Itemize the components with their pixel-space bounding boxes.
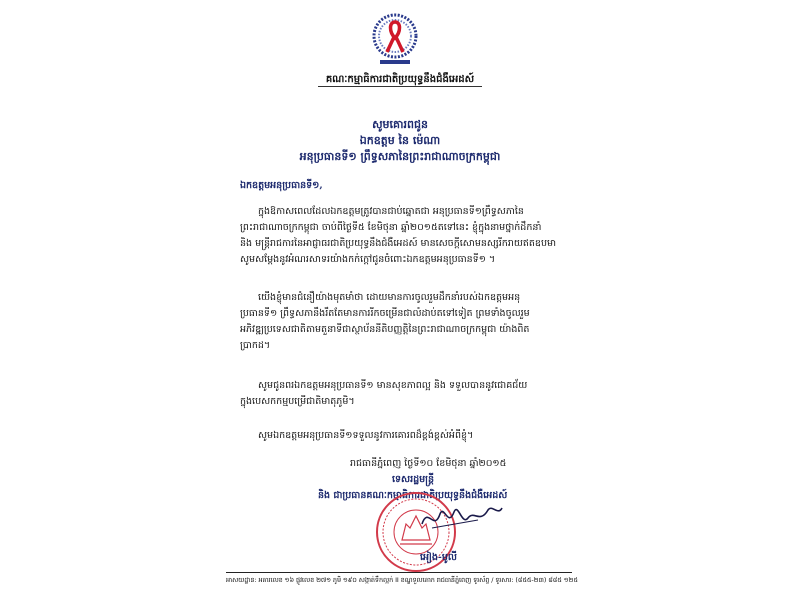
paragraph-3-line: ក្នុងបេសកកម្មបម្រើជាតិមាតុភូមិ។ <box>240 396 355 407</box>
footer-address: អាសយដ្ឋាន: អគារលេខ ១៦ ផ្លូវលេខ ២៧១ ភូមិ ១៩០ សង្កាត់ទឹកល្អក់ II ខណ្ឌទួលគោក រាជធានីភ្នំពេញ ទូរស័ព្ទ / ទូរសារ: (៨៥៥-២៣) ៨៨៥ ១២៥ <box>226 576 578 584</box>
organization-name: គណៈកម្មាធិការជាតិប្រយុទ្ធនឹងជំងឺអេដស៍ <box>325 74 475 85</box>
greeting: ឯកឧត្តមអនុប្រធានទី១, <box>240 180 323 191</box>
paragraph-2-line: ប្រធានទី១ ព្រឹទ្ធសភានឹងរឹតតែមានការរីកចម្រើនជាលំដាប់តទៅទៀត ព្រមទាំងចូលរួម <box>240 308 530 319</box>
paragraph-1-line: ព្រះរាជាណាចក្រកម្ពុជា ចាប់ពីថ្ងៃទី៥ ខែមិថុនា ឆ្នាំ២០១៥តទៅនេះ ខ្ញុំក្នុងនាមថ្នាក់ដឹកនាំ <box>240 222 542 233</box>
footer-divider <box>226 572 572 573</box>
paragraph-2-line: អភិវឌ្ឍប្រទេសជាតិតាមតួនាទីជាស្ថាប័ននីតិបញ្ញត្តិនៃព្រះរាជាណាចក្រកម្ពុជា យ៉ាងពិត <box>240 324 530 335</box>
signer-name: អៀង-មូលី <box>420 552 457 563</box>
salutation-line-2: ឯកឧត្តម នៃ ម៉េណា <box>359 134 441 147</box>
paragraph-2-line: យើងខ្ញុំមានជំនឿយ៉ាងមុតមាំថា ដោយមានការចូលរួមដឹកនាំរបស់ឯកឧត្តមអនុ <box>258 292 521 303</box>
paragraph-4-line: សូមឯកឧត្តមអនុប្រធានទី១ទទួលនូវការគោរពដ៏ខ្ពង់ខ្ពស់អំពីខ្ញុំ។ <box>258 430 474 441</box>
paragraph-1-line: និង មន្រ្តីរាជការនៃអាជ្ញាធរជាតិប្រយុទ្ធនឹងជំងឺអេដស៍ មានសេចក្តីសោមនស្សរីករាយឥតឧបមា <box>240 238 557 249</box>
handwritten-signature <box>418 498 506 538</box>
paragraph-2-line: ប្រាកដ។ <box>240 340 271 351</box>
signing-date: រាជធានីភ្នំពេញ ថ្ងៃទី១០ ខែមិថុនា ឆ្នាំ២០១៥ <box>350 458 507 469</box>
signer-title: ទេសរដ្ឋមន្ត្រី <box>392 474 435 485</box>
header-divider <box>318 86 482 87</box>
paragraph-1-line: ក្នុងឱកាសពេលដែលឯកឧត្តមត្រូវបានជាប់ឆ្នោតជា អនុប្រធានទី១ព្រឹទ្ធសភានៃ <box>258 206 524 217</box>
salutation-line-3: អនុប្រធានទី១ ព្រឹទ្ធសភានៃព្រះរាជាណាចក្រកម្ពុជា <box>299 150 501 163</box>
paragraph-1-line: សូមសម្តែងនូវអំណរសាទរយ៉ាងកក់ក្តៅជូនចំពោះឯកឧត្តមអនុប្រធានទី១ ។ <box>240 254 496 265</box>
aids-ribbon-logo <box>370 10 420 68</box>
salutation-line-1: សូមគោរពជូន <box>372 118 428 131</box>
signer-position: និង ជាប្រធានគណៈកម្មាធិការជាតិប្រយុទ្ធនឹងជំងឺអេដស៍ <box>318 490 508 501</box>
paragraph-3-line: សូមជូនពរឯកឧត្តមអនុប្រធានទី១ មានសុខភាពល្អ និង ទទួលបាននូវជោគជ័យ <box>258 380 528 391</box>
